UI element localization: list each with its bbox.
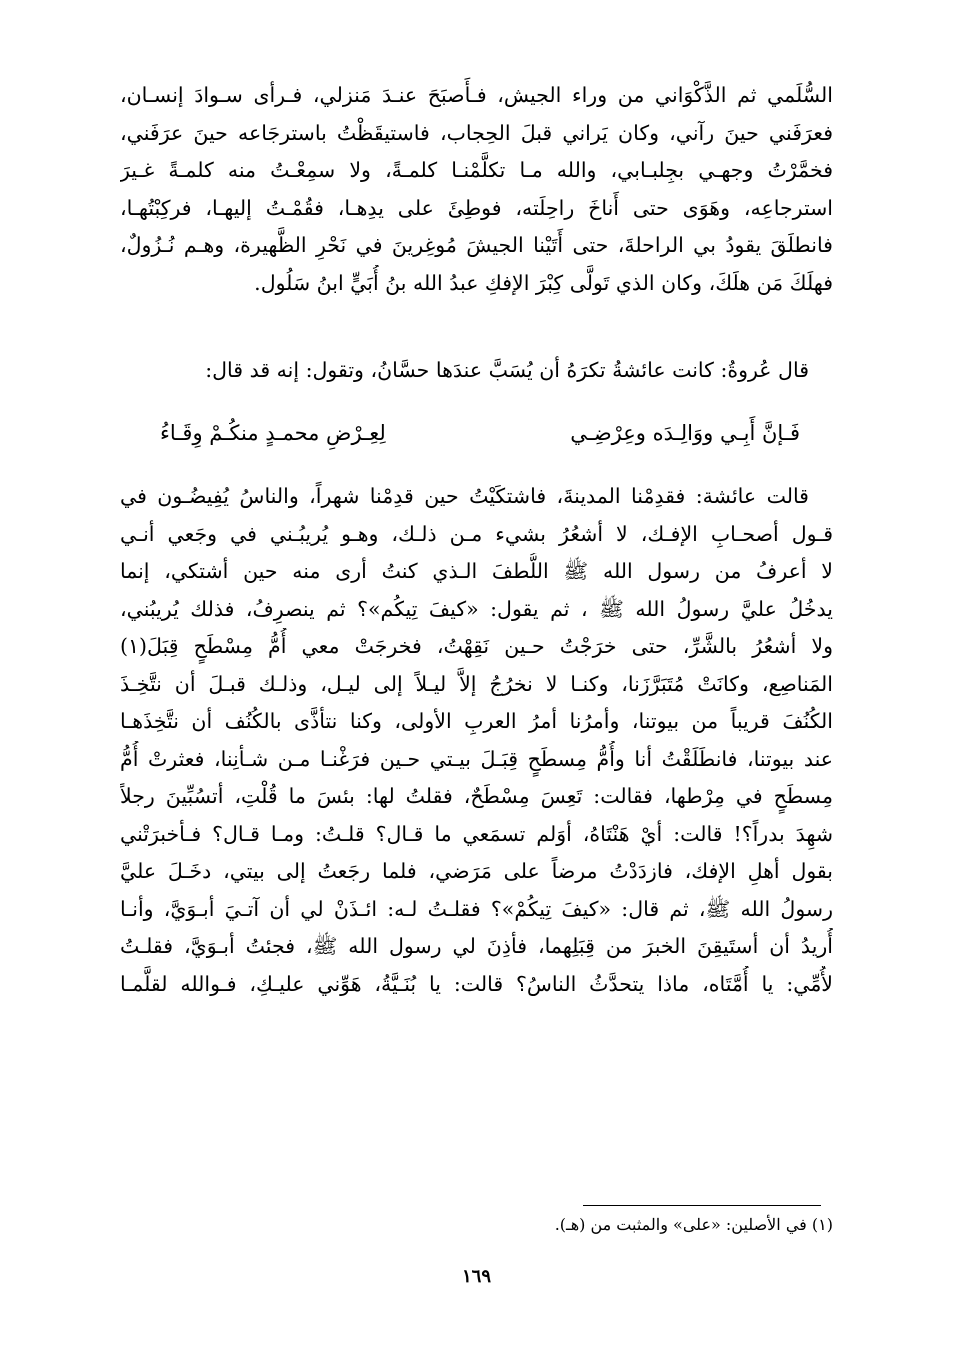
text-line: لأُمِّي: يا أُمَّتَاه، ماذا يتحدَّثُ الناسُ؟ قالت: يا بُنَـيَّةُ، هَوِّني عليـكِ، فـوالله لقلَّمـا (120, 971, 833, 996)
text-line: فهلَكَ مَن هلَكَ، وكان الذي تَولَّى كِبْرَ الإفكِ عبدُ الله بنُ أُبَيٍّ ابنُ سَلُول. (254, 270, 833, 295)
text-line: رسولُ الله ﷺ، ثم قال: «كيفَ تِيكُمْ»؟ فقلـتُ لـه: ائـذَنْ لي أن آتـيَ أبـوَيَّ، وأنـا (120, 896, 833, 921)
text-line: السُّلَمي ثم الذَّكْوَاني من وراء الجيش، فـأَصبَحَ عنـدَ مَنزلي، فـرأى سـوادَ إنسـان، (120, 83, 833, 107)
page-number: ١٦٩ (461, 1266, 491, 1287)
text-line: ولا أشعُرُ بالشَّرِّ، حتى خرَجْتُ حـين نَقِهْتُ، فخرجَتْ معي أُمُّ مِسْطَحٍ قِبَلَ(١) (120, 634, 833, 658)
text-line: لا أعرفُ من رسول الله ﷺ اللُّطفَ الـذي كنتُ أرى منه حين أشتكي، إنما (120, 559, 833, 583)
text-line: الكُنُفَ قريباً من بيوتنا، وأمرُنا أمرُ العربِ الأولى، وكنا نتأذَّى بالكُنُف أن نتَّخِذَهـا (120, 709, 833, 733)
text-line: قالت عائشة: فقدِمْنا المدينةَ، فاشتكَيْتُ حين قدِمْنا شهراً، والناسُ يُفِيضُـون في (120, 484, 809, 508)
paragraph-2 (120, 352, 833, 390)
footnote: (١) في الأصلين: «على» والمثبت من (هـ). (554, 1215, 833, 1234)
text-line: فانطلَقَ يقودُ بي الراحلةَ، حتى أَتَيْنا الجيشَ مُوغِرينَ في نَحْرِ الظَّهيرة، وهـم نُـزُولٌ، (120, 233, 833, 257)
verse-first-hemistich: فَـإنَّ أَبِـي ووَالِـدَه وعِرْضِـي (570, 421, 800, 445)
verse-second-hemistich: لِعِـرْضِ محمـدٍ منكُـمْ وِقَـاءُ (160, 421, 386, 445)
text-line: قال عُروةُ: كانت عائشةُ تكرَهُ أن يُسَبَّ عندَها حسَّانُ، وتقول: إنه قد قال: (205, 358, 809, 382)
text-line: عند بيوتنا، فانطَلَقْتُ أنا وأُمُّ مِسطَحٍ قِبَـلَ بيـتي حـين فرَغْنـا مـن شـأنِنا، فعثرتْ أُمُّ (120, 746, 833, 771)
text-line: يدخُلُ عليَّ رسولُ الله ﷺ ، ثم يقول: «كيفَ تِيكُم»؟ ثم ينصرِفُ، فذلك يُريبُني، (120, 596, 833, 621)
text-line: قـول أصحـابِ الإفـك، لا أشعُرُ بشيء مـن ذلـك، وهـو يُريبُـني في وجَعي أنـي (120, 521, 833, 546)
text-line: فخمَّرْتُ وجهـي بجِلبـابي، والله مـا تكلَّمْنـا كلمـةً، ولا سمِعْـتُ منه كلمـةً غـيرَ (120, 158, 833, 182)
paragraph-1 (120, 77, 833, 302)
text-line: بقول أهلِ الإفك، فازدَدْتُ مرضاً على مَرَضي، فلما رجَعتُ إلى بيتي، دخَـلَ عليَّ (120, 859, 833, 883)
poetry-verse (160, 413, 800, 453)
text-line: شهِدَ بدراً؟! قالت: أيْ هَنْتَاهُ، أوَلم تسمَعي ما قـال؟ قلـتُ: ومـا قـال؟ فـأخبرَتْني (120, 821, 833, 846)
text-line: مِسطَحٍ في مِرْطها، فقالت: تَعِسَ مِسْطَحٌ، فقلتُ لها: بئسَ ما قُلْتِ، أتسُبِّينَ رجلاً (120, 784, 833, 808)
text-line: استرجاعِه، وهَوَى حتى أَناخَ راحِلَته، فوطِئَ على يدِهـا، فقُمْـتُ إليهـا، فركِبْتُهـا، (120, 195, 833, 220)
text-line: أُريدُ أن أستَيقِنَ الخبرَ من قِبَلِهما، فأذِنَ لي رسول الله ﷺ، فجئتُ أبـوَيَّ، فقلـتُ (120, 934, 833, 958)
text-line: المَناصِع، وكانَتْ مُتَبَرَّزَنا، وكنـا لا نخرُجُ إلاَّ ليـلاً إلى ليـل، وذلـك قبـلَ أن نتَّخِـذَ (120, 671, 833, 696)
text-line: فعرَفَني حينَ رآني، وكان يَراني قبلَ الحِجاب، فاستيقَظْتُ باسترجَاعه حينَ عرَفَني، (120, 120, 833, 145)
footnote-divider (583, 1205, 821, 1206)
paragraph-3 (120, 478, 833, 1003)
